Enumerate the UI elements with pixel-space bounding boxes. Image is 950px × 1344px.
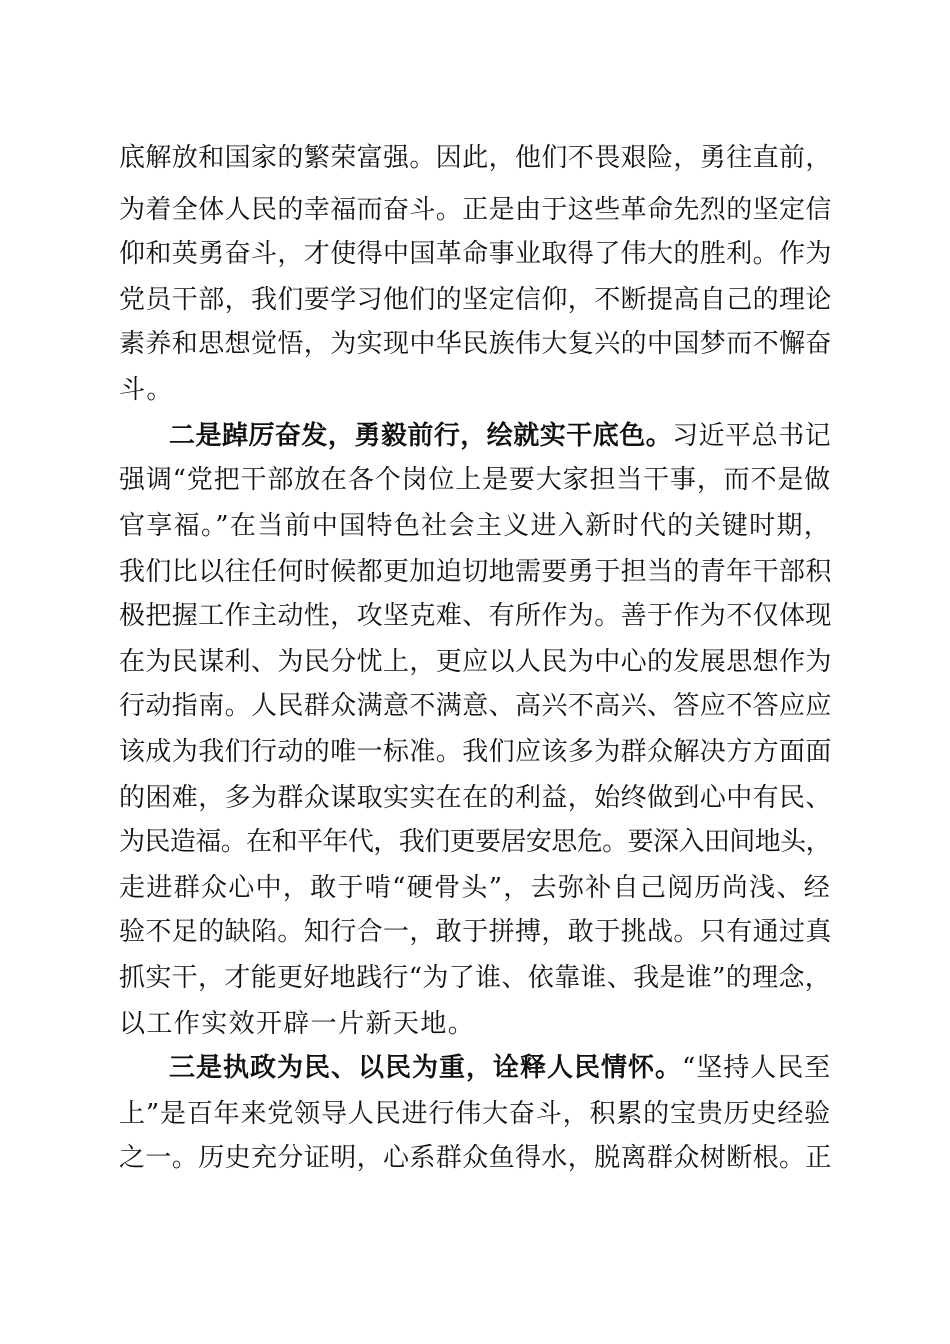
paragraph-first-line: [169, 1052, 831, 1084]
paragraph-line: 的困难，多为群众谋取实实在在的利益，始终做到心中有民、: [119, 783, 832, 813]
paragraph-line: 行动指南。人民群众满意不满意、高兴不高兴、答应不答应应: [119, 691, 832, 721]
paragraph-line: 底解放和国家的繁荣富强。因此，他们不畏艰险，勇往直前，: [119, 143, 832, 173]
section-heading: 三是执政为民、以民为重，诠释人民情怀。: [169, 1053, 683, 1083]
paragraph-line: 强调“党把干部放在各个岗位上是要大家担当干事，而不是做: [119, 465, 831, 495]
paragraph-line: 素养和思想觉悟，为实现中华民族伟大复兴的中国梦而不懈奋: [119, 329, 832, 359]
section-heading: 二是踔厉奋发，勇毅前行，绘就实干底色。: [169, 421, 673, 451]
paragraph-line: 斗。: [119, 375, 174, 405]
paragraph-line: 抓实干，才能更好地践行“为了谁、依靠谁、我是谁”的理念，: [119, 963, 831, 993]
paragraph-line: 走进群众心中，敢于啃“硬骨头”，去弥补自己阅历尚浅、经: [119, 873, 831, 903]
paragraph-line: 极把握工作主动性，攻坚克难、有所作为。善于作为不仅体现: [119, 601, 832, 631]
paragraph-line: 之一。历史充分证明，心系群众鱼得水，脱离群众树断根。正: [119, 1143, 832, 1173]
paragraph-line: 仰和英勇奋斗，才使得中国革命事业取得了伟大的胜利。作为: [119, 239, 832, 269]
paragraph-line: 官享福。”在当前中国特色社会主义进入新时代的关键时期，: [119, 511, 831, 541]
first-line-text: 习近平总书记: [672, 421, 831, 451]
paragraph-line: 该成为我们行动的唯一标准。我们应该多为群众解决方方面面: [119, 737, 832, 767]
paragraph-line: 我们比以往任何时候都更加迫切地需要勇于担当的青年干部积: [119, 557, 832, 587]
paragraph-line: 验不足的缺陷。知行合一，敢于拼搏，敢于挑战。只有通过真: [119, 917, 832, 947]
paragraph-line: 为民造福。在和平年代，我们更要居安思危。要深入田间地头，: [119, 827, 831, 857]
paragraph-first-line: [169, 420, 831, 452]
paragraph-line: 上”是百年来党领导人民进行伟大奋斗，积累的宝贵历史经验: [119, 1099, 831, 1129]
first-line-text: “坚持人民至: [682, 1053, 832, 1083]
paragraph-line: 在为民谋利、为民分忧上，更应以人民为中心的发展思想作为: [119, 647, 832, 677]
paragraph-line: 党员干部，我们要学习他们的坚定信仰，不断提高自己的理论: [119, 285, 832, 315]
paragraph-line: 以工作实效开辟一片新天地。: [119, 1009, 476, 1039]
paragraph-line: 为着全体人民的幸福而奋斗。正是由于这些革命先烈的坚定信: [119, 195, 832, 225]
